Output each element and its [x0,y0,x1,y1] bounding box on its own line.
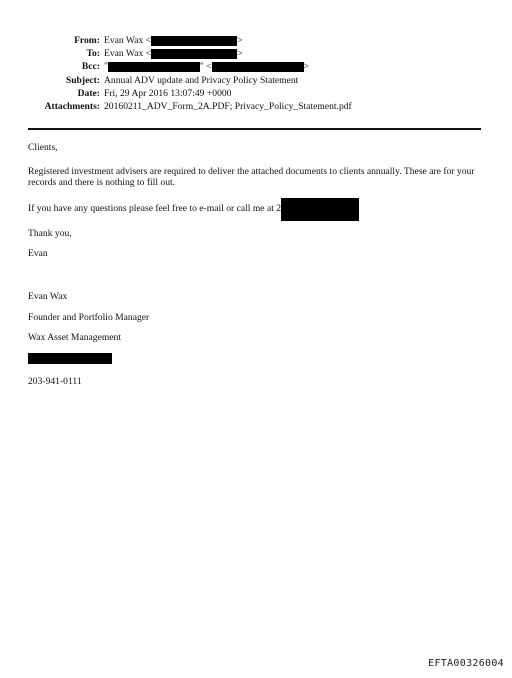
from-label: From: [74,35,100,46]
redaction-block [281,198,359,221]
to-label: To: [86,48,100,60]
subject-label: Subject: [65,74,100,86]
attachments-row [0,100,512,113]
thanks-line: Thank you, [28,227,72,239]
from-value: Evan Wax < [104,35,152,46]
signature-title: Founder and Portfolio Manager [28,311,150,323]
date-value: Fri, 29 Apr 2016 13:07:49 +0000 [104,87,232,99]
sign-off-name: Evan [28,248,48,260]
body-paragraph: Registered investment advisers are required to deliver the attached documents to clients annually. These are for your records and there is nothing to fill out. [28,165,475,189]
close-bracket: > [237,35,243,46]
to-row [0,47,512,60]
attachments-value: 20160211_ADV_Form_2A.PDF; Privacy_Policy_Statement.pdf [104,101,352,113]
greeting: Clients, [28,142,58,153]
signature-name: Evan Wax [28,290,68,302]
date-label: Date: [77,87,100,99]
attachments-label: Attachments: [44,101,100,113]
redaction-block [28,353,112,364]
document-id: EFTA00326004 [428,658,504,669]
redaction-block [151,49,237,59]
close-bracket: > [237,48,243,60]
redaction-block [212,62,304,72]
bcc-label: Bcc: [81,61,100,73]
subject-value: Annual ADV update and Privacy Policy Statement [104,74,299,86]
redaction-block [108,62,200,72]
bcc-mid: " < [199,61,212,73]
contact-paragraph [28,198,484,221]
bcc-quote: " [104,61,108,73]
date-row [0,87,512,100]
close-bracket: > [303,61,310,73]
email-header [0,34,512,113]
redaction-block [151,36,237,46]
header-divider [28,128,481,130]
from-row [0,34,512,47]
bcc-row [0,60,512,73]
signature-phone: 203-941-0111 [28,376,82,388]
contact-text: If you have any questions please feel free to e-mail or call me at 2 [28,203,282,215]
signature-company: Wax Asset Management [28,332,122,344]
to-value: Evan Wax < [104,48,152,60]
email-body [28,142,484,388]
subject-row [0,74,512,87]
